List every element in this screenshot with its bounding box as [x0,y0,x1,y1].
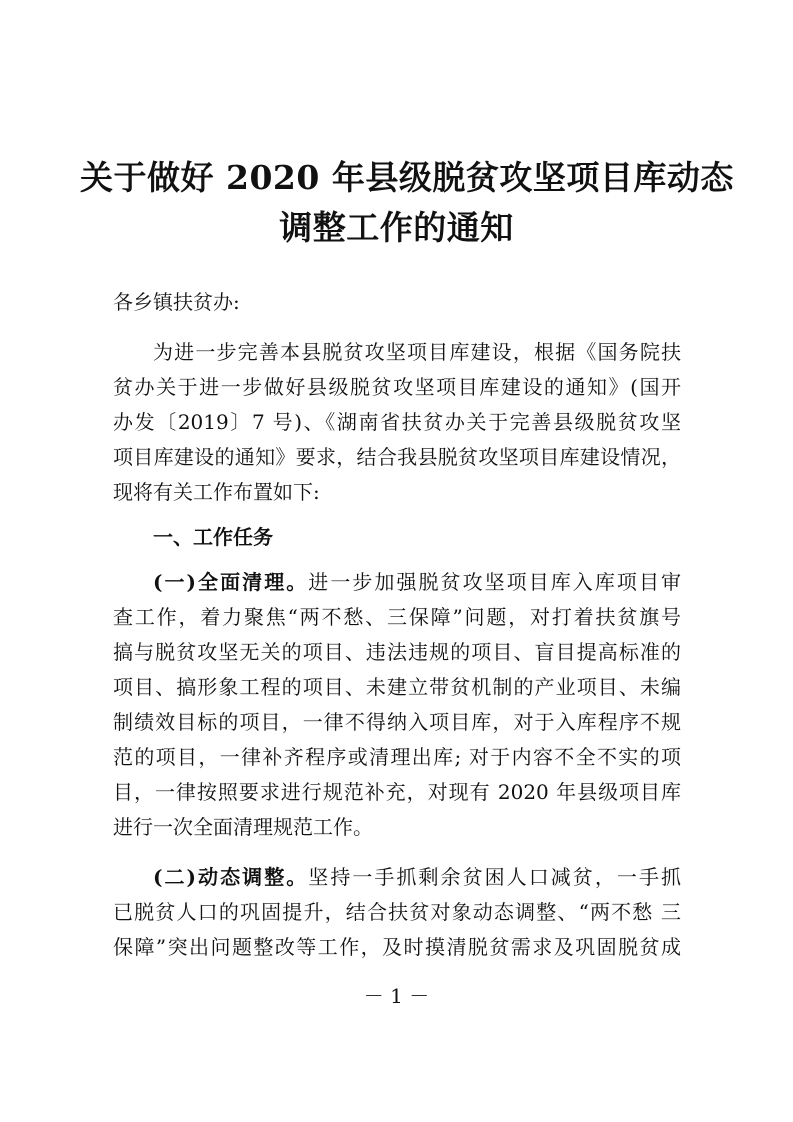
page-number: － 1 － [363,984,430,1008]
salutation: 各乡镇扶贫办: [113,290,240,314]
item1-heading: (一)全面清理。 [153,570,309,594]
item1-line: 搞与脱贫攻坚无关的项目、违法违规的项目、盲目提高标准的 [113,640,681,664]
item1-first-line [153,568,681,596]
item2-line: 保障”突出问题整改等工作，及时摸清脱贫需求及巩固脱贫成 [113,935,681,959]
item1-first-line-text: 进一步加强脱贫攻坚项目库入库项目审 [308,570,681,594]
document-title-line-1: 关于做好 2020 年县级脱贫攻坚项目库动态 [80,158,734,197]
item2-line: 已脱贫人口的巩固提升，结合扶贫对象动态调整、“两不愁 三 [113,900,681,924]
item2-heading: (二)动态调整。 [153,865,309,889]
intro-line: 项目库建设的通知》要求，结合我县脱贫攻坚项目库建设情况， [113,445,681,469]
section-heading: 一、工作任务 [153,525,273,549]
item1-line: 范的项目，一律补齐程序或清理出库; 对于内容不全不实的项 [113,745,681,769]
intro-line: 为进一步完善本县脱贫攻坚项目库建设，根据《国务院扶 [153,340,681,364]
item1-line: 项目、搞形象工程的项目、未建立带贫机制的产业项目、未编 [113,675,681,699]
intro-line: 办发〔2019〕7 号)、《湖南省扶贫办关于完善县级脱贫攻坚 [113,410,681,434]
item2-first-line [153,863,681,891]
item2-first-line-text: 坚持一手抓剩余贫困人口减贫，一手抓 [308,865,681,889]
item1-line: 目，一律按照要求进行规范补充，对现有 2020 年县级项目库 [113,780,681,804]
intro-line: 现将有关工作布置如下: [113,480,320,504]
intro-line: 贫办关于进一步做好县级脱贫攻坚项目库建设的通知》(国开 [113,375,681,399]
item1-line: 制绩效目标的项目，一律不得纳入项目库，对于入库程序不规 [113,710,681,734]
item1-line: 查工作，着力聚焦“两不愁、三保障”问题，对打着扶贫旗号 [113,605,681,629]
item1-line: 进行一次全面清理规范工作。 [113,815,373,839]
document-title-line-2: 调整工作的通知 [279,208,514,247]
